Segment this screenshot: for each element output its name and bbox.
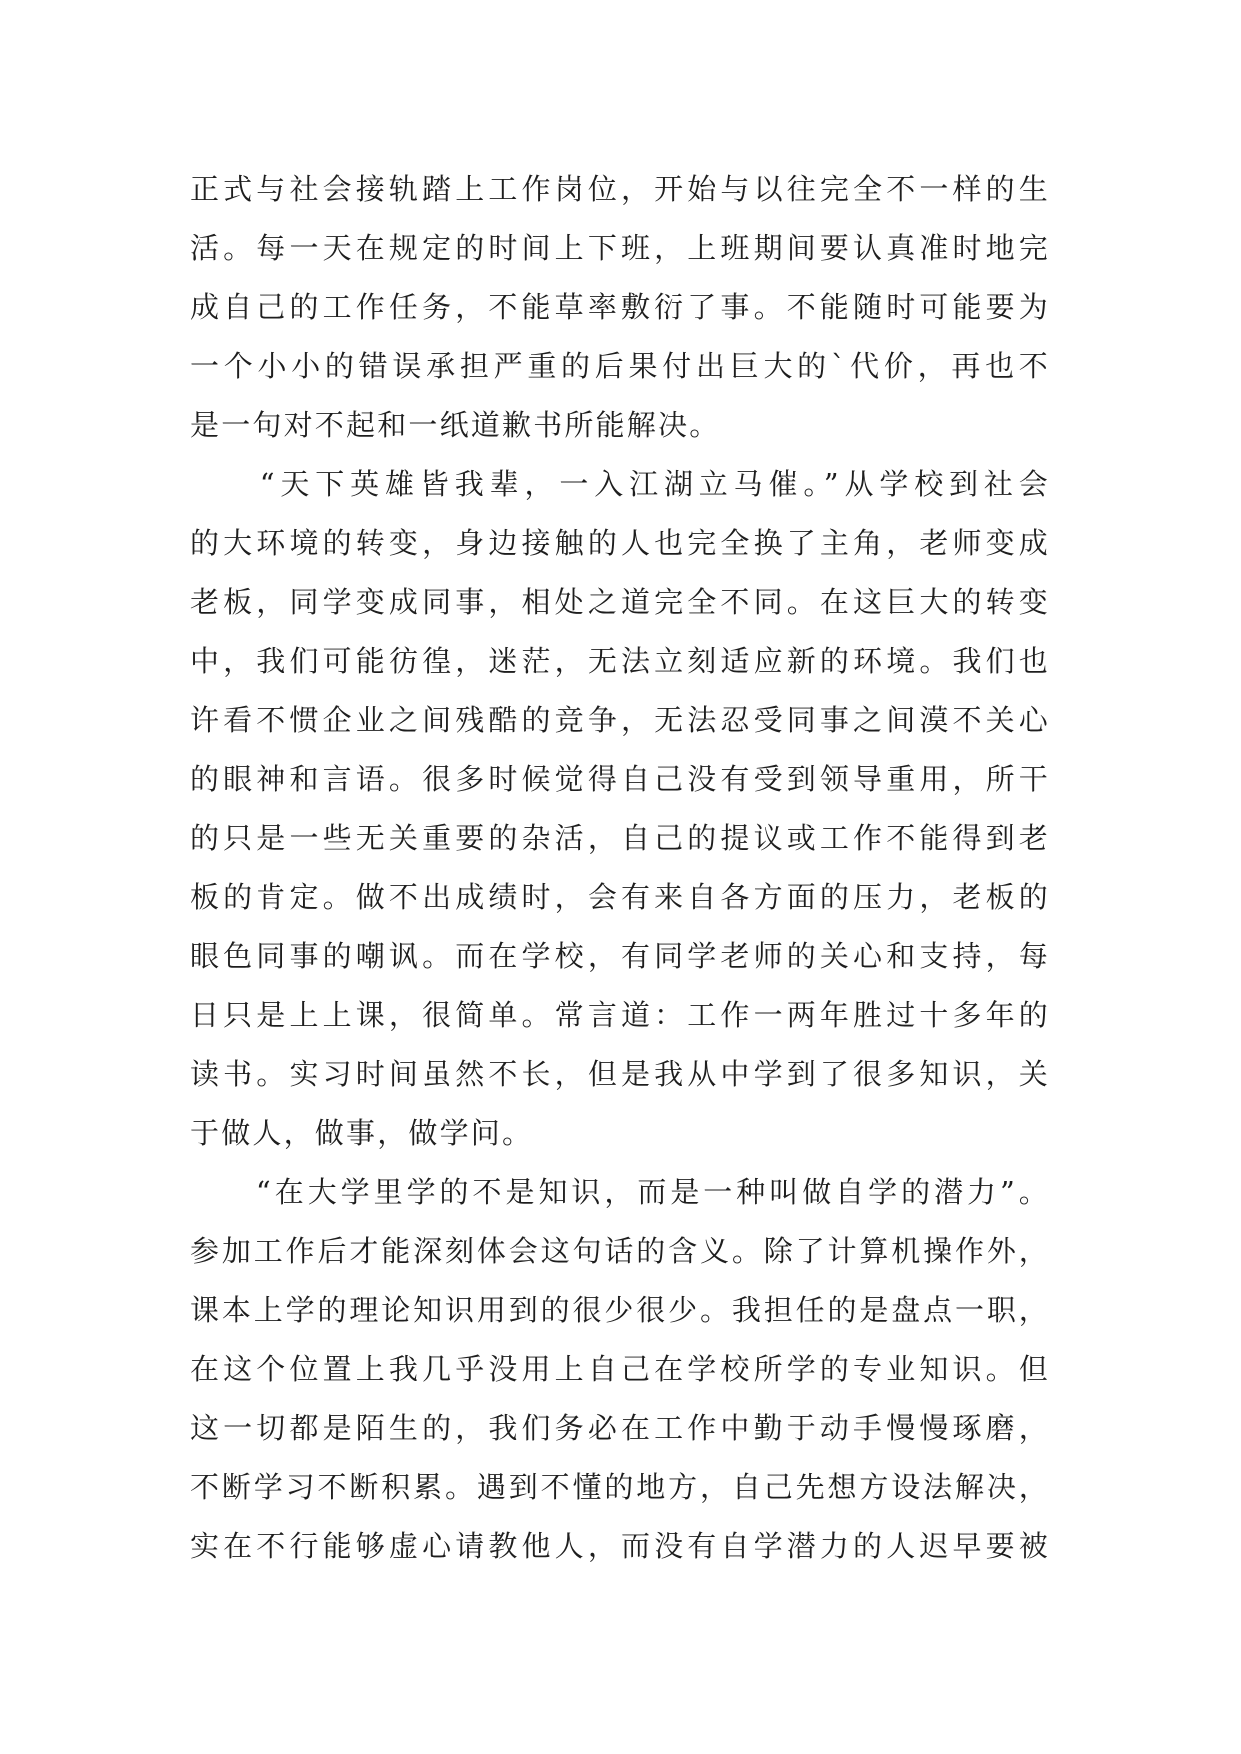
text-line: 实在不行能够虚心请教他人，而没有自学潜力的人迟早要被 [190,1529,1050,1563]
text-line: 老板，同学变成同事，相处之道完全不同。在这巨大的转变 [190,585,1050,619]
paragraph-1 [190,160,1050,455]
text-line: 活。每一天在规定的时间上下班，上班期间要认真准时地完 [190,231,1050,265]
text-line: 参加工作后才能深刻体会这句话的含义。除了计算机操作外， [190,1234,1050,1268]
text-line: 的只是一些无关重要的杂活，自己的提议或工作不能得到老 [190,821,1050,855]
text-line: 许看不惯企业之间残酷的竞争，无法忍受同事之间漠不关心 [190,703,1050,737]
text-line: 读书。实习时间虽然不长，但是我从中学到了很多知识，关 [190,1057,1050,1091]
text-line: 是一句对不起和一纸道歉书所能解决。 [190,408,721,442]
text-line: 课本上学的理论知识用到的很少很少。我担任的是盘点一职， [190,1293,1050,1327]
text-line: 的大环境的转变，身边接触的人也完全换了主角，老师变成 [190,526,1050,560]
text-line: 眼色同事的嘲讽。而在学校，有同学老师的关心和支持，每 [190,939,1050,973]
text-line: 这一切都是陌生的，我们务必在工作中勤于动手慢慢琢磨， [190,1411,1050,1445]
text-line: “天下英雄皆我辈，一入江湖立马催。”从学校到社会 [190,467,1050,501]
paragraph-3 [190,1163,1050,1576]
text-line: 板的肯定。做不出成绩时，会有来自各方面的压力，老板的 [190,880,1050,914]
text-line: 日只是上上课，很简单。常言道：工作一两年胜过十多年的 [190,998,1050,1032]
text-line: 成自己的工作任务，不能草率敷衍了事。不能随时可能要为 [190,290,1050,324]
text-line: 一个小小的错误承担严重的后果付出巨大的`代价，再也不 [190,349,1050,383]
paragraph-2 [190,455,1050,1163]
text-line: 正式与社会接轨踏上工作岗位，开始与以往完全不一样的生 [190,172,1050,206]
text-line: “在大学里学的不是知识，而是一种叫做自学的潜力”。 [190,1175,1050,1209]
text-line: 于做人，做事，做学问。 [190,1116,534,1150]
document-body [190,160,1050,1576]
text-line: 在这个位置上我几乎没用上自己在学校所学的专业知识。但 [190,1352,1050,1386]
text-line: 不断学习不断积累。遇到不懂的地方，自己先想方设法解决， [190,1470,1050,1504]
text-line: 的眼神和言语。很多时候觉得自己没有受到领导重用，所干 [190,762,1050,796]
text-line: 中，我们可能彷徨，迷茫，无法立刻适应新的环境。我们也 [190,644,1050,678]
